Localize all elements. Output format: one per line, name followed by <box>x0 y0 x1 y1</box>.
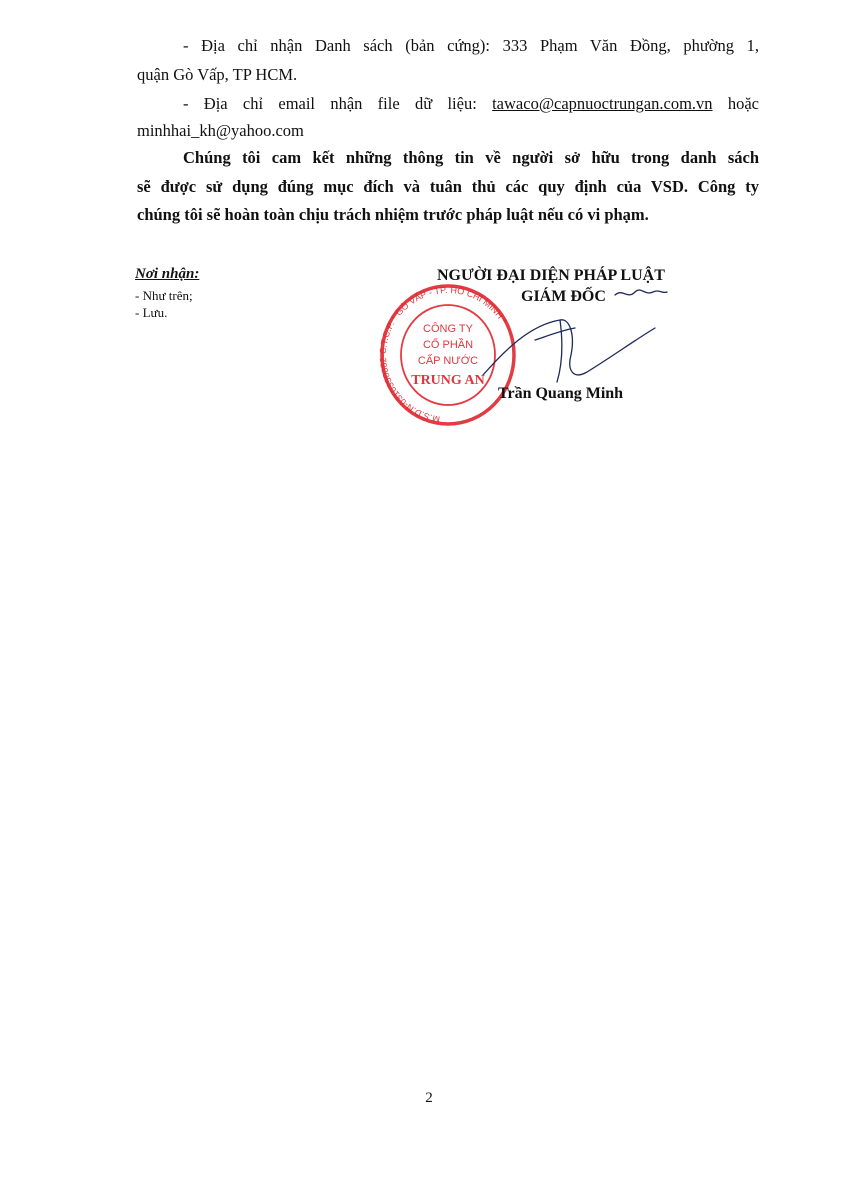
seal-outer-text: M.S.D.N-0310350082-C.T.C.P. * GÒ VẤP - TP. HỒ CHÍ MINH * <box>378 284 509 425</box>
address-line-continued <box>137 64 759 86</box>
email-text-minhhai: minhhai_kh@yahoo.com <box>137 121 304 140</box>
position-title: GIÁM ĐỐC <box>521 288 606 305</box>
email-link-tawaco[interactable]: tawaco@capnuoctrungan.com.vn <box>492 94 713 113</box>
commitment-text-3: chúng tôi sẽ hoàn toàn chịu trách nhiệm trước pháp luật nếu có vi phạm. <box>137 205 649 224</box>
recipient-item: - Như trên; <box>135 288 193 303</box>
signer-name: Trần Quang Minh <box>498 385 624 402</box>
email-line <box>137 93 759 115</box>
commitment-text-2: sẽ được sử dụng đúng mục đích và tuân thủ các quy định của VSD. Công ty <box>137 177 759 196</box>
seal-text-line4: TRUNG AN <box>411 373 485 388</box>
email-or: hoặc <box>727 94 759 113</box>
address-text: - Địa chỉ nhận Danh sách (bản cứng): 333 Phạm Văn Đồng, phường 1, <box>183 36 759 55</box>
representative-title: NGƯỜI ĐẠI DIỆN PHÁP LUẬT <box>437 267 665 284</box>
seal-text-line1: CÔNG TY <box>423 323 473 335</box>
handwritten-signature <box>475 280 675 390</box>
commitment-line-3 <box>137 204 759 226</box>
address-line <box>137 35 759 57</box>
page-number: 2 <box>425 1090 433 1106</box>
recipients-title: Nơi nhận: <box>135 266 200 282</box>
address-text-continued: quận Gò Vấp, TP HCM. <box>137 65 298 84</box>
commitment-line-2 <box>137 176 759 198</box>
commitment-line-1 <box>137 147 759 169</box>
email-label: - Địa chỉ email nhận file dữ liệu: <box>183 94 477 113</box>
email-line-continued <box>137 120 759 142</box>
seal-text-line2: CỔ PHẦN <box>422 339 474 351</box>
recipient-item: - Lưu. <box>135 305 168 320</box>
commitment-text-1: Chúng tôi cam kết những thông tin về người sở hữu trong danh sách <box>183 148 759 167</box>
seal-text-line3: CẤP NƯỚC <box>417 355 479 367</box>
